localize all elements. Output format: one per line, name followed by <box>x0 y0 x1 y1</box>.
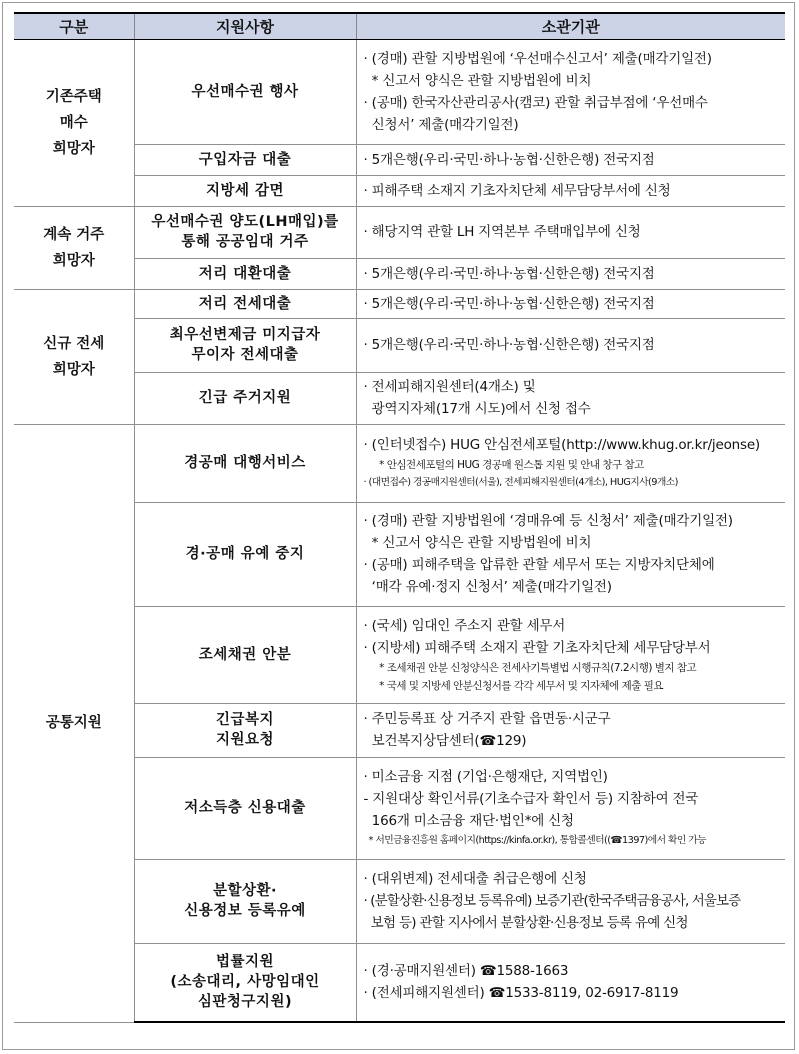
agency-note: * 국세 및 지방세 안분신청서를 각각 세무서 및 지자체에 제출 필요 <box>373 679 664 692</box>
agency-line: · 주민등록표 상 거주지 관할 읍면동·시군구 <box>363 711 611 727</box>
support-item-cell: 저리 대환대출 <box>134 258 356 289</box>
category-cell: 공통지원 <box>14 424 134 1022</box>
category-cell: 계속 거주 희망자 <box>14 206 134 289</box>
agency-line: · 해당지역 관할 LH 지역본부 주택매입부에 신청 <box>363 224 641 240</box>
support-item-cell: 최우선변제금 미지급자 무이자 전세대출 <box>134 318 356 372</box>
agency-cell <box>356 943 785 1022</box>
header-category: 구분 <box>14 13 134 39</box>
support-item-cell: 긴급복지 지원요청 <box>134 703 356 757</box>
support-item-cell: 경공매 대행서비스 <box>134 424 356 502</box>
agency-line: 신청서’ 제출(매각기일전) <box>363 116 519 133</box>
agency-line: · 5개은행(우리·국민·하나·농협·신한은행) 전국지점 <box>363 295 655 312</box>
agency-cell <box>356 289 785 318</box>
agency-cell <box>356 606 785 703</box>
support-item-cell: 지방세 감면 <box>134 175 356 206</box>
agency-line: · 5개은행(우리·국민·하나·농협·신한은행) 전국지점 <box>363 151 655 168</box>
category-cell: 신규 전세 희망자 <box>14 289 134 424</box>
support-item-cell: 저리 전세대출 <box>134 289 356 318</box>
table-row <box>14 39 785 144</box>
agency-note: * 조세채권 안분 신청양식은 전세사기특별법 시행규칙(7.2시행) 별지 참고 <box>373 661 697 674</box>
agency-line: · 5개은행(우리·국민·하나·농협·신한은행) 전국지점 <box>363 337 655 353</box>
agency-line: · (경·공매지원센터) ☎1588-1663 <box>363 963 569 980</box>
agency-line: · (경매) 관할 지방법원에 ‘우선매수신고서’ 제출(매각기일전) <box>363 50 712 67</box>
agency-line: · (대위변제) 전세대출 취급은행에 신청 <box>363 871 587 887</box>
agency-cell <box>356 424 785 502</box>
agency-cell <box>356 144 785 175</box>
agency-line: · (지방세) 피해주택 소재지 관할 기초자치단체 세무담당부서 <box>363 639 711 656</box>
support-item-cell: 저소득층 신용대출 <box>134 757 356 859</box>
header-agency: 소관기관 <box>356 13 785 39</box>
agency-line: · (공매) 피해주택을 압류한 관할 세무서 또는 지방자치단체에 <box>363 557 715 573</box>
header-support-item: 지원사항 <box>134 13 356 39</box>
agency-line: · (인터넷접수) HUG 안심전세포털(http://www.khug.or.kr/jeonse) <box>363 437 760 453</box>
agency-line: · 전세피해지원센터(4개소) 및 <box>363 379 536 395</box>
agency-note: * 안심전세포털의 HUG 경공매 원스톱 지원 및 안내 창구 참고 <box>373 459 644 471</box>
agency-line: · 5개은행(우리·국민·하나·농협·신한은행) 전국지점 <box>363 265 655 282</box>
support-item-cell: 분할상환· 신용정보 등록유예 <box>134 859 356 943</box>
agency-cell <box>356 258 785 289</box>
agency-cell <box>356 757 785 859</box>
support-table <box>14 12 785 1023</box>
table-row <box>14 424 785 502</box>
agency-cell <box>356 318 785 372</box>
agency-line: · (공매) 한국자산관리공사(캠코) 관할 취급부점에 ‘우선매수 <box>363 94 708 111</box>
support-item-cell: 경·공매 유예 중지 <box>134 502 356 606</box>
agency-line: 보험 등) 관할 지사에서 분할상환·신용정보 등록 유예 신청 <box>363 915 688 931</box>
table-row <box>14 289 785 318</box>
agency-note: * 서민금융진흥원 홈페이지(https://kinfa.or.kr), 통합콜센터((☎1397)에서 확인 가능 <box>363 835 706 846</box>
agency-line: · (전세피해지원센터) ☎1533-8119, 02-6917-8119 <box>363 985 679 1002</box>
agency-line: 166개 미소금융 재단·법인*에 신청 <box>363 813 574 829</box>
agency-line: 광역지자체(17개 시도)에서 신청 접수 <box>363 401 591 417</box>
agency-line: · 피해주택 소재지 기초자치단체 세무담당부서에 신청 <box>363 182 671 199</box>
agency-line: ‘매각 유예·정지 신청서’ 제출(매각기일전) <box>363 579 612 595</box>
support-item-cell: 법률지원 (소송대리, 사망임대인 심판청구지원) <box>134 943 356 1022</box>
agency-cell <box>356 859 785 943</box>
agency-cell <box>356 502 785 606</box>
agency-cell <box>356 39 785 144</box>
agency-cell <box>356 175 785 206</box>
header-row <box>14 13 785 39</box>
agency-note: * 신고서 양식은 관할 지방법원에 비치 <box>363 72 592 89</box>
support-item-cell: 구입자금 대출 <box>134 144 356 175</box>
agency-cell <box>356 703 785 757</box>
table-row <box>14 206 785 258</box>
agency-line: · 미소금융 지점 (기업·은행재단, 지역법인) <box>363 769 608 785</box>
agency-note: * 신고서 양식은 관할 지방법원에 비치 <box>363 535 592 551</box>
agency-cell <box>356 206 785 258</box>
agency-line: · (국세) 임대인 주소지 관할 세무서 <box>363 617 566 634</box>
support-item-cell: 우선매수권 행사 <box>134 39 356 144</box>
support-item-cell: 조세채권 안분 <box>134 606 356 703</box>
agency-line: · (대면접수) 경공매지원센터(서울), 전세피해지원센터(4개소), HUG지사(9개소) <box>363 477 678 488</box>
support-item-cell: 긴급 주거지원 <box>134 372 356 424</box>
agency-line: · (분할상환·신용정보 등록유예) 보증기관(한국주택금융공사, 서울보증 <box>363 893 741 909</box>
agency-cell <box>356 372 785 424</box>
agency-line: · (경매) 관할 지방법원에 ‘경매유예 등 신청서’ 제출(매각기일전) <box>363 513 733 529</box>
agency-line: 보건복지상담센터(☎129) <box>363 733 527 749</box>
category-cell: 기존주택 매수 희망자 <box>14 39 134 206</box>
support-item-cell: 우선매수권 양도(LH매입)를 통해 공공임대 거주 <box>134 206 356 258</box>
agency-line: - 지원대상 확인서류(기초수급자 확인서 등) 지참하여 전국 <box>363 791 699 807</box>
